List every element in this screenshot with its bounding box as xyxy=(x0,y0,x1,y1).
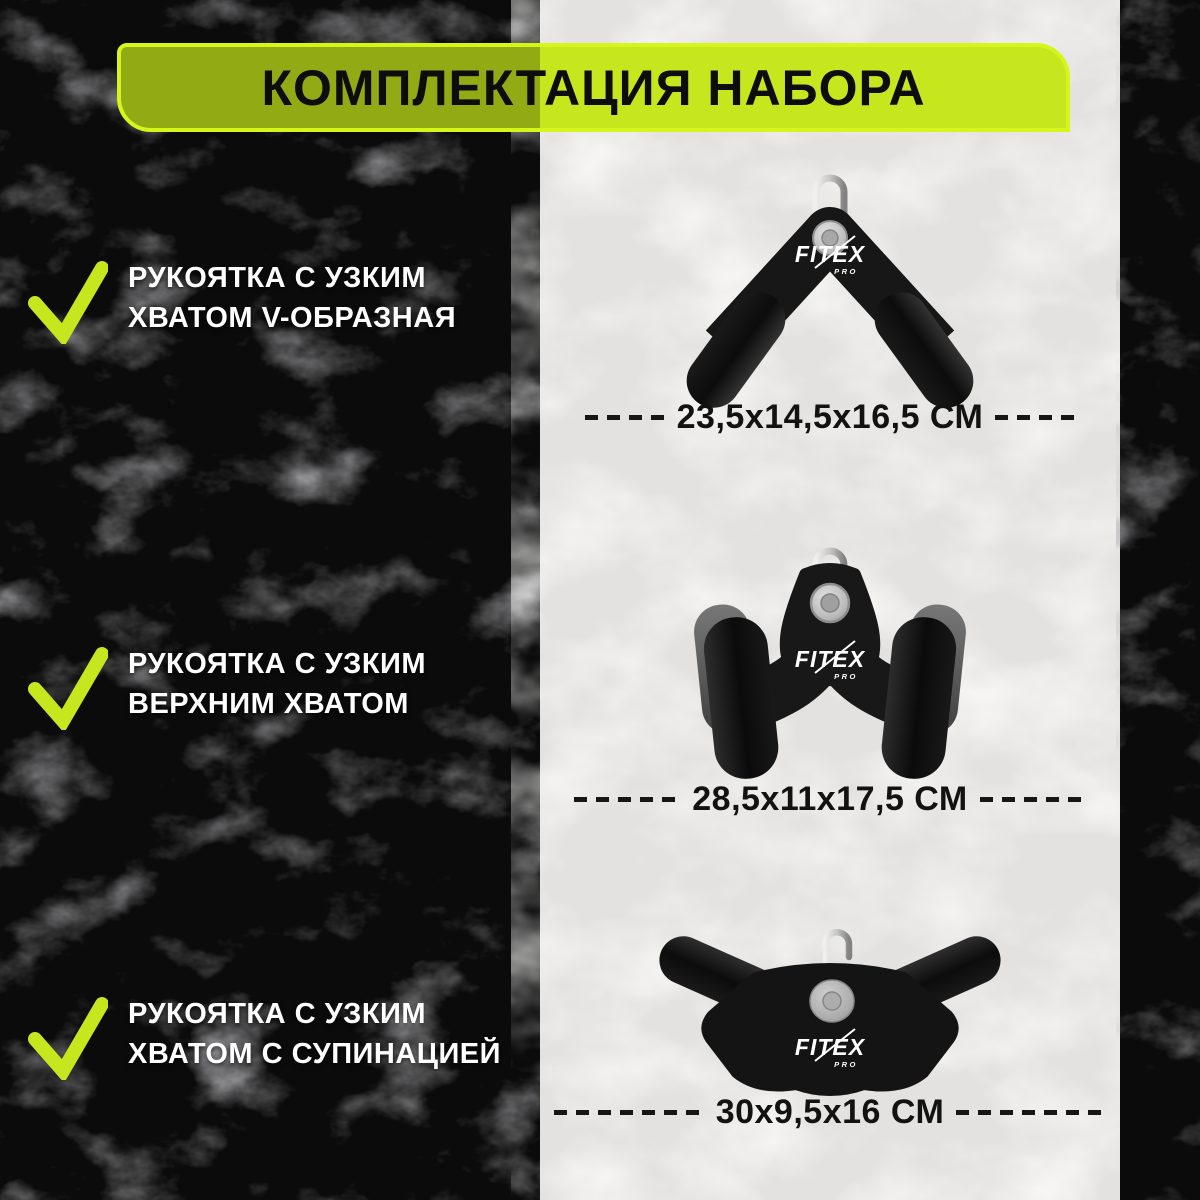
brand-logo-sub: PRO xyxy=(834,267,858,276)
dimension-row xyxy=(540,398,1120,437)
brand-logo-sub: PRO xyxy=(834,672,858,681)
check-icon xyxy=(28,994,108,1080)
dimension-label: 28,5x11x17,5 СМ xyxy=(692,780,968,818)
dash-line-right xyxy=(995,415,1075,420)
brand-logo-text: FITEX xyxy=(794,1034,866,1060)
feature-item-v-grip xyxy=(28,256,456,344)
brand-logo-text: FITEX xyxy=(794,241,866,267)
feature-label-line2: ХВАТОМ С СУПИНАЦИЕЙ xyxy=(128,1038,501,1070)
banner xyxy=(117,43,1070,132)
feature-label-line1: РУКОЯТКА С УЗКИМ xyxy=(128,998,427,1030)
feature-label-line1: РУКОЯТКА С УЗКИМ xyxy=(128,648,427,680)
feature-item-supination-grip xyxy=(28,992,501,1080)
feature-label xyxy=(128,642,426,724)
brand-logo-sub: PRO xyxy=(834,1060,858,1069)
dimension-row xyxy=(540,1093,1120,1132)
dimension-row xyxy=(540,780,1120,819)
feature-label xyxy=(128,992,501,1074)
handle-grip-left xyxy=(701,614,782,782)
dash-line-left xyxy=(554,1110,704,1115)
handle-grip-right xyxy=(879,614,960,782)
banner-title: КОМПЛЕКТАЦИЯ НАБОРА xyxy=(261,59,926,116)
dimension-label: 30x9,5x16 СМ xyxy=(715,1093,945,1131)
dash-line-right xyxy=(956,1110,1106,1115)
check-icon xyxy=(28,644,108,730)
feature-label xyxy=(128,256,456,338)
check-icon xyxy=(28,258,108,344)
dash-line-right xyxy=(980,797,1086,802)
dimension-label: 23,5x14,5x16,5 СМ xyxy=(676,398,984,436)
product-image-v-grip-handle xyxy=(610,148,1050,413)
product-image-supination-handle xyxy=(610,915,1050,1100)
dash-line-left xyxy=(574,797,680,802)
feature-label-line2: ХВАТОМ V-ОБРАЗНАЯ xyxy=(128,302,457,334)
feature-label-line1: РУКОЯТКА С УЗКИМ xyxy=(128,262,427,294)
brand-logo-text: FITEX xyxy=(794,646,866,672)
feature-item-upper-grip xyxy=(28,642,426,730)
feature-label-line2: ВЕРХНИМ ХВАТОМ xyxy=(128,688,409,720)
product-image-upper-grip-handle xyxy=(610,525,1050,790)
dash-line-left xyxy=(585,415,665,420)
